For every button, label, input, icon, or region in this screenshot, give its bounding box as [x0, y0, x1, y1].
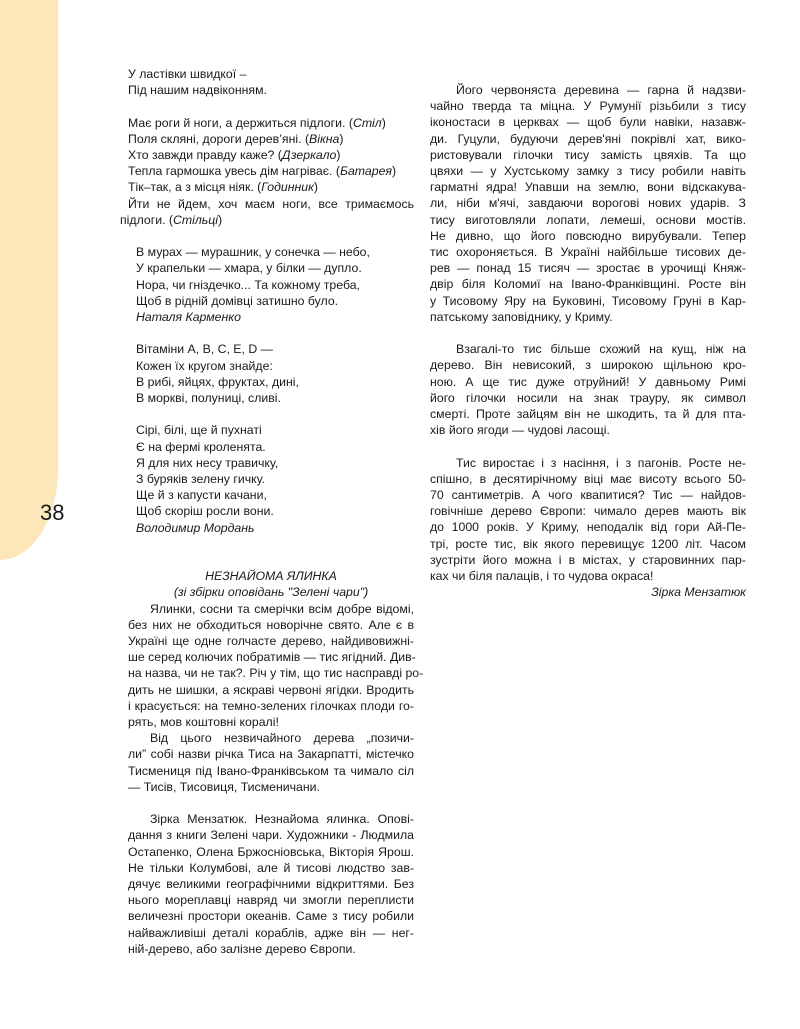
story-paragraph-1: Ялинки, сосни та смерічки всім добре відомі, без них не обходиться новорічне свято. Але є в Україні ще одне голчасте дерево, найдивовижні- ше серед колючих побратимів — тис ягідний. Див- на назва, чи не так?. Річ у тім, що тис насправді ро- дить не шишки, а яскраві червоні ягідки. Вродить і красується: на темно-зелених гілочках плоди го- рять, мов коштовні коралі!	[128, 601, 424, 730]
poem-vitamins	[128, 341, 414, 406]
poem-line: Є на фермі кроленята.	[136, 439, 266, 454]
riddle: Хто завжди правду каже? (Дзеркало)	[128, 148, 341, 162]
poem-line: В мурах — мурашник, у сонечка — небо,	[136, 245, 370, 260]
story-subtitle: (зі збірки оповідань "Зелені чари")	[173, 585, 369, 600]
poem-author: Володимир Мордань	[136, 520, 255, 535]
poem-line: Щоб в рідній домівці затишно було.	[136, 293, 339, 308]
riddle: Йти не йдем, хоч маєм ноги, все тримаємось	[128, 196, 414, 211]
poem-author: Наталя Карменко	[136, 310, 241, 325]
poem-line: Вітаміни A, B, C, E, D —	[136, 342, 273, 357]
poem-line: Щоб скоріш росли вони.	[136, 504, 274, 519]
poem-line: З буряків зелену гичку.	[136, 472, 265, 487]
story-paragraph-2: Від цього незвичайного дерева „позичи- ли” собі назви річка Тиса на Закарпатті, містечко Тисмениця під Івано-Франківськом та чимало сіл — Тисів, Тисовиця, Тисменичани.	[128, 731, 414, 794]
page-tab	[0, 0, 58, 560]
poem-line: В рибі, яйцях, фруктах, дині,	[136, 374, 299, 389]
riddle-line: Під нашим надвіконням.	[128, 83, 267, 98]
poem-line: Нора, чи гніздечко... Та кожному треба,	[136, 277, 360, 292]
riddle: Має роги й ноги, а держиться підлоги. (Стіл)	[128, 115, 386, 130]
right-column	[430, 82, 746, 600]
poem-karmenko	[128, 244, 414, 325]
riddle: Тік–так, а з місця ніяк. (Годинник)	[128, 180, 319, 195]
story-title: НЕЗНАЙОМА ЯЛИНКА	[205, 569, 337, 584]
poem-line: Сірі, білі, ще й пухнаті	[136, 423, 262, 438]
poem-line: Ще й з капусти качани,	[136, 488, 267, 503]
poem-line: В моркві, полуниці, сливі.	[136, 391, 281, 406]
right-paragraph-1: Його червоняста деревина — гарна й надзви- чайно тверда та міцна. У Румунії різьбили з тису іконостаси в церквах — щоб були навіки, назавж- ди. Гуцули, будуючи дерев'яні покрівлі хат, вико- ристовували гілочки тису замість цвяхів. Та що цвяхи — у Хустському замку з тису робили навіть гарматні ядра! Упавши на землю, вони відскакува- ли, ніби м'ячі, завдаючи ворогові нових ударів. З тису виготовляли лопати, лемеші, основи мостів. Не дивно, що його повсюдно вирубували. Тепер тис охороняється. В Україні найбільше тисових де- рев — понад 15 тисяч — зростає в урочищі Княж- двір біля Коломиї на Івано-Франківщині. Росте він у Тисовому Яру на Буковині, Тисовому Груні в Кар- патському заповіднику, у Криму.	[430, 83, 746, 324]
right-paragraph-3: Тис виростає і з насіння, і з пагонів. Росте не- спішно, в десятирічному віці має висоту всього 50- 70 сантиметрів. А чого квапитися? Тис — найдов- говічніше дерево Європи: чимало дерев мають вік до 1000 років. У Криму, неподалік від гори Ай-Пе- трі, росте тис, вік якого перевищує 1200 літ. Часом зустріти його можна і в містах, у старовинних пар- ках чи біля палаців, і то чудова окраса!	[430, 455, 746, 584]
poem-mordan	[128, 422, 414, 535]
poem-line: У крапельки — хмара, у білки — дупло.	[136, 261, 362, 276]
page-number: 38	[40, 500, 65, 525]
riddle: підлоги. (Стільці)	[120, 212, 223, 227]
riddle: Тепла гармошка увесь дім нагріває. (Батарея)	[128, 164, 397, 179]
left-column	[120, 66, 424, 957]
story-paragraph-3: Зірка Мензатюк. Незнайома ялинка. Опові- дання з книги Зелені чари. Художники - Людмила Остапенко, Олена Бржосніовська, Вікторія Ярош. Не тільки Колумбові, але й тисові людство зав- дячує великими географічними відкриттями. Без нього мореплавці навряд чи змогли переплисти величезні простори океанів. Саме з тису робили найважливіші деталі кораблів, адже він — нег- ній-дерево, або залізне дерево Європи.	[128, 812, 414, 956]
riddle-line: У ластівки швидкої –	[128, 67, 247, 81]
poem-line: Кожен їх кругом знайде:	[136, 358, 273, 373]
right-paragraph-2: Взагалі-то тис більше схожий на кущ, ніж на дерево. Він невисокий, з широкою щільною кро- ною. А ще тис дуже отруйний! У давньому Римі його гілочки носили на знак трауру, як символ смерті. Проте зайцям він не шкодить, та й для пта- хів його ягоди — чудові ласощі.	[430, 342, 746, 438]
riddle: Поля скляні, дороги дерев’яні. (Вікна)	[128, 131, 344, 146]
right-author: Зірка Мензатюк	[651, 585, 746, 600]
poem-line: Я для них несу травичку,	[136, 455, 279, 470]
